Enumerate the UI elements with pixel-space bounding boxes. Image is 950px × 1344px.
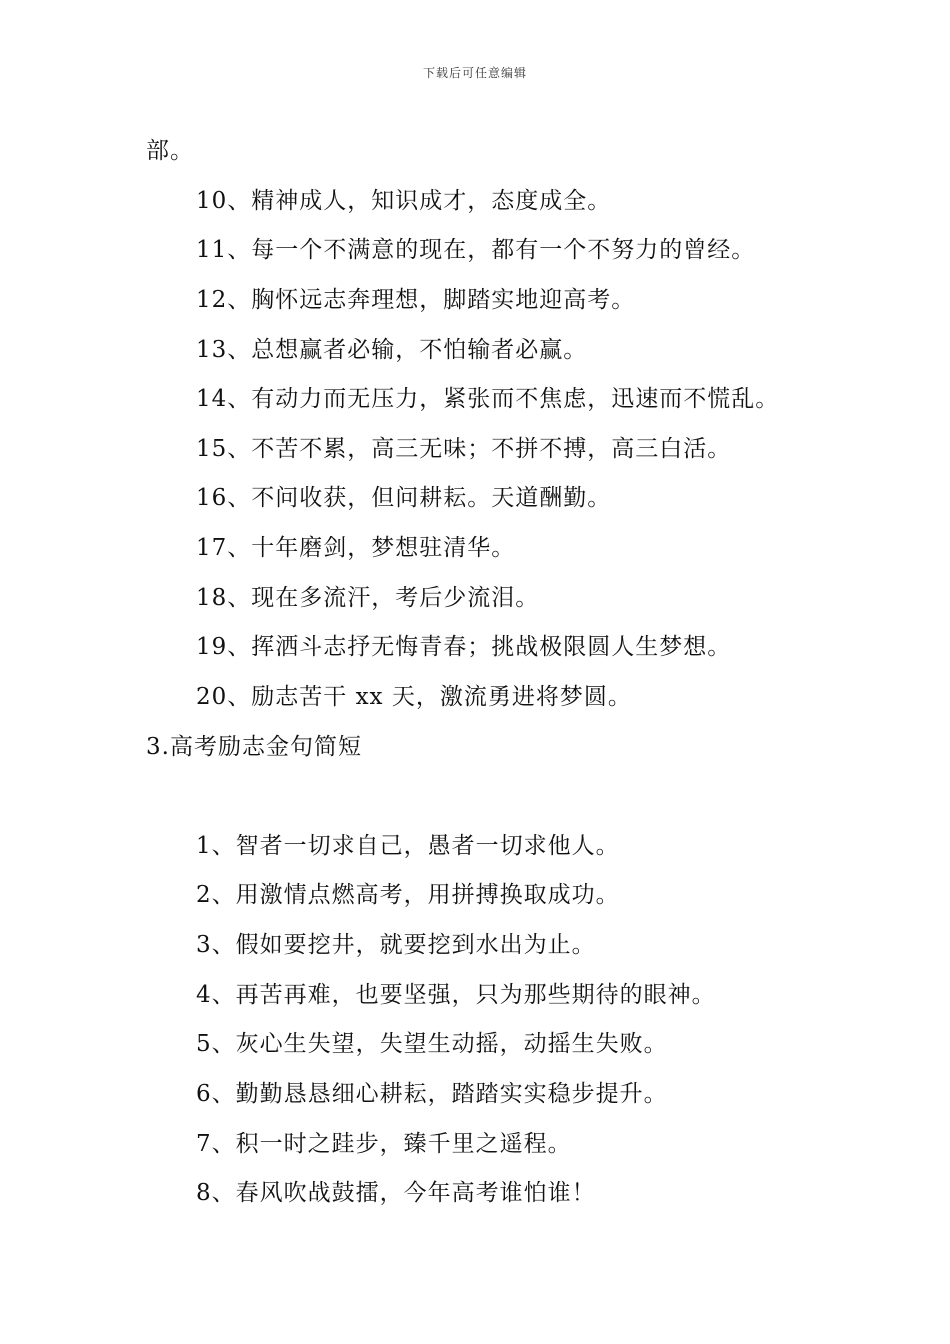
list-item: 6、勤勤恳恳细心耕耘，踏踏实实稳步提升。 xyxy=(196,1081,668,1107)
list-item: 1、智者一切求自己，愚者一切求他人。 xyxy=(196,833,620,859)
list-item: 16、不问收获，但问耕耘。天道酬勤。 xyxy=(196,485,612,511)
list-item: 19、挥洒斗志抒无悔青春；挑战极限圆人生梦想。 xyxy=(196,634,732,660)
list-item: 18、现在多流汗，考后少流泪。 xyxy=(196,585,540,611)
list-item: 4、再苦再难，也要坚强，只为那些期待的眼神。 xyxy=(196,982,716,1008)
list-item: 12、胸怀远志奔理想，脚踏实地迎高考。 xyxy=(196,287,636,313)
page-header: 下载后可任意编辑 xyxy=(422,66,527,80)
list-item: 10、精神成人，知识成才，态度成全。 xyxy=(196,188,612,214)
list-item: 2、用激情点燃高考，用拼搏换取成功。 xyxy=(196,882,620,908)
list-item: 5、灰心生失望，失望生动摇，动摇生失败。 xyxy=(196,1031,668,1057)
list-item: 11、每一个不满意的现在，都有一个不努力的曾经。 xyxy=(196,237,756,263)
list-item: 7、积一时之跬步，臻千里之遥程。 xyxy=(196,1131,572,1157)
list-item: 13、总想赢者必输，不怕输者必赢。 xyxy=(196,337,588,363)
section-heading: 3.高考励志金句简短 xyxy=(146,734,362,760)
continuation-text: 部。 xyxy=(146,138,194,164)
list-item: 15、不苦不累，高三无味；不拼不搏，高三白活。 xyxy=(196,436,732,462)
list-item: 20、励志苦干 xx 天，激流勇进将梦圆。 xyxy=(196,684,632,710)
list-item: 3、假如要挖井，就要挖到水出为止。 xyxy=(196,932,596,958)
list-item: 8、春风吹战鼓擂，今年高考谁怕谁！ xyxy=(196,1180,596,1206)
list-item: 14、有动力而无压力，紧张而不焦虑，迅速而不慌乱。 xyxy=(196,386,780,412)
list-item: 17、十年磨剑，梦想驻清华。 xyxy=(196,535,516,561)
